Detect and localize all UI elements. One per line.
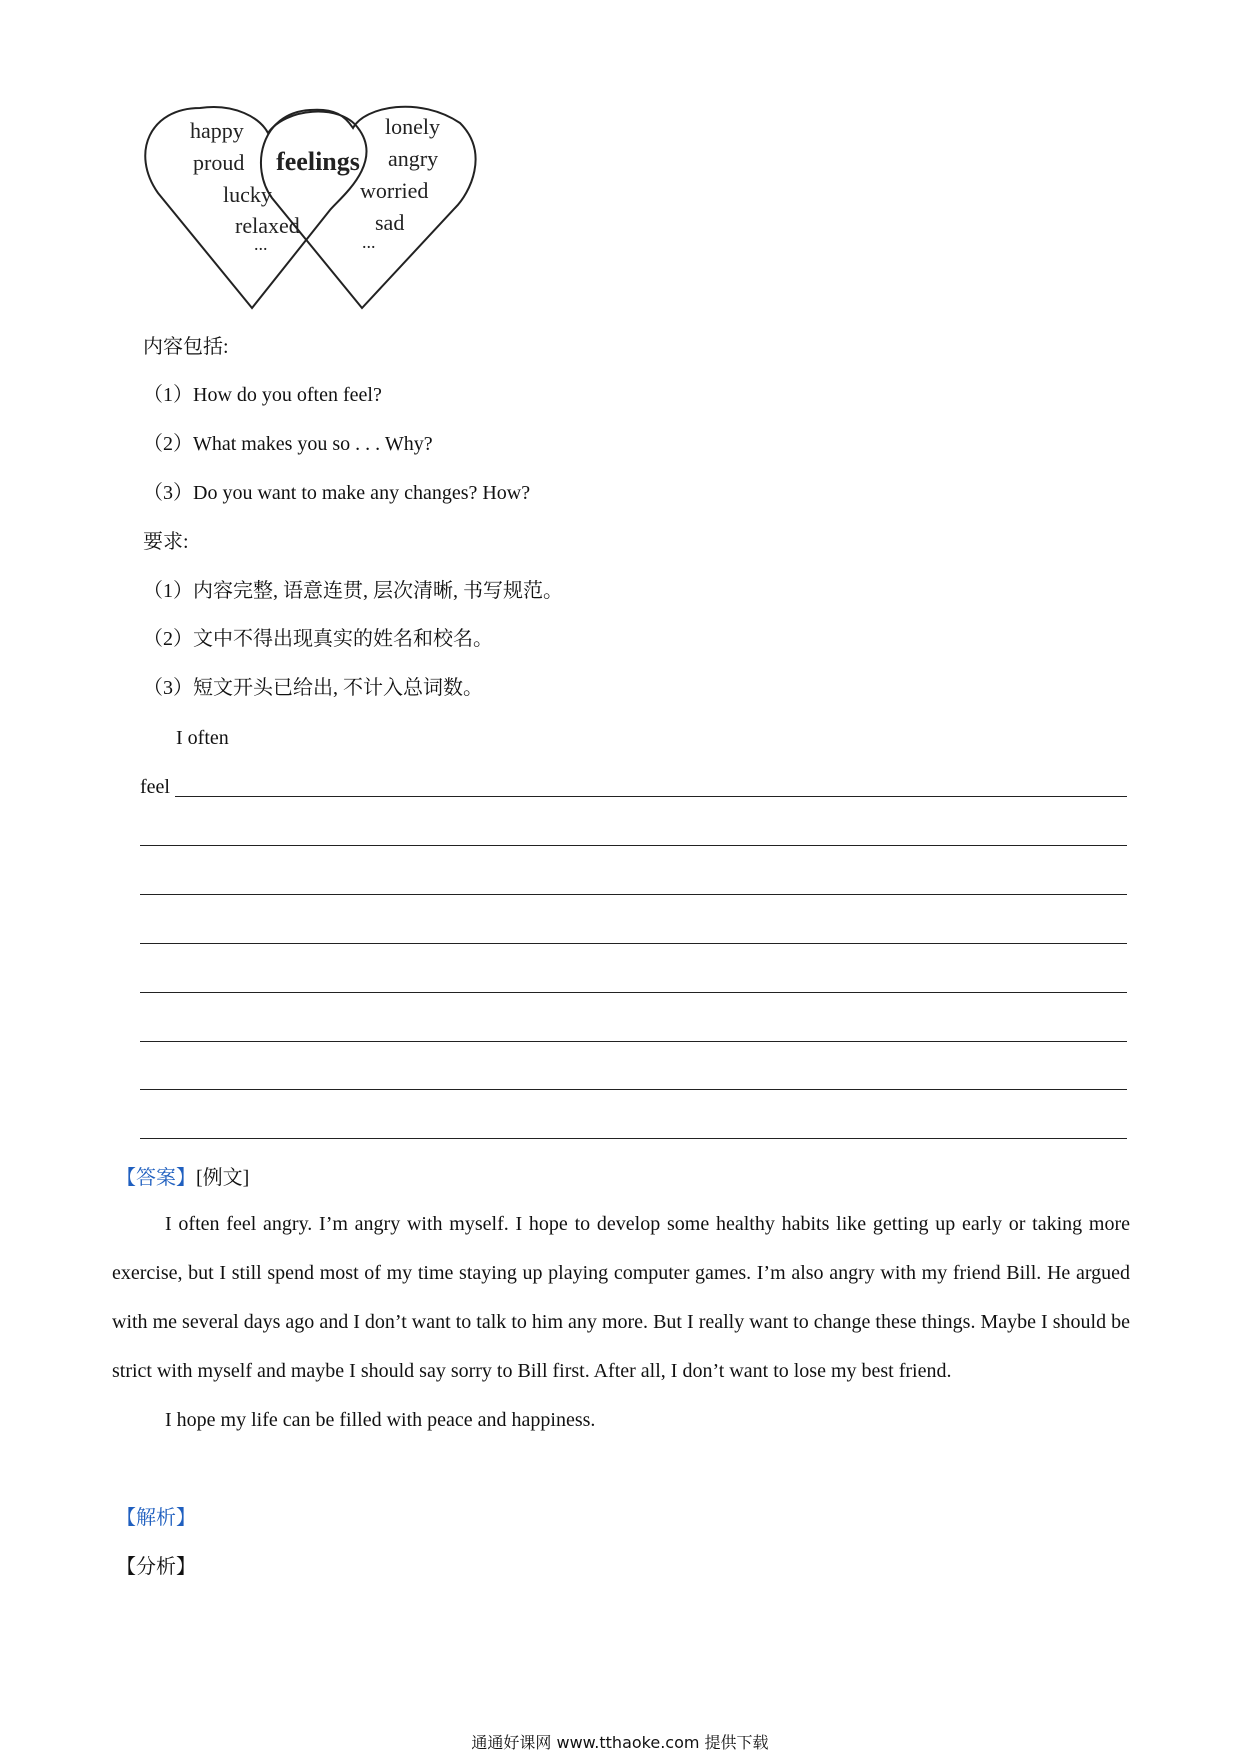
left-word-4: relaxed [235, 213, 300, 238]
content-item-1: （1）How do you often feel? [143, 384, 382, 406]
left-word-2: proud [193, 150, 245, 175]
right-word-3: worried [360, 178, 429, 203]
right-word-2: angry [388, 146, 439, 171]
feelings-diagram [140, 98, 500, 318]
writing-second-text: feel [140, 776, 170, 798]
answer-paragraph-2: I hope my life can be filled with peace and happiness. [165, 1409, 596, 1431]
left-heart-shape [145, 107, 366, 308]
writing-line-4 [140, 943, 1127, 944]
writing-line-1 [175, 796, 1127, 797]
right-word-1: lonely [385, 114, 440, 139]
answer-paragraph-1: I often feel angry. I’m angry with myself. I hope to develop some healthy habits like getting up early or taking more exercise, but I still spend most of my time staying up playing computer games. I’m also angry with my friend Bill. He argued with me several days ago and I don’t want to talk to him any more. But I really want to change these things. Maybe I should be strict with myself and maybe I should say sorry to Bill first. After all, I don’t want to lose my best friend. [112, 1213, 1130, 1382]
requirement-item-3: （3）短文开头已给出, 不计入总词数。 [143, 677, 483, 699]
writing-line-2 [140, 845, 1127, 846]
writing-line-8 [140, 1138, 1127, 1139]
diagram-center-word: feelings [276, 147, 360, 176]
answer-header [116, 1164, 249, 1192]
writing-line-6 [140, 1041, 1127, 1042]
right-word-4: sad [375, 210, 405, 235]
content-item-3: （3）Do you want to make any changes? How? [143, 482, 531, 504]
answer-label: [例文] [196, 1167, 250, 1189]
answer-body [112, 1200, 1130, 1445]
right-word-5: ... [362, 232, 376, 252]
requirements-heading: 要求: [143, 531, 189, 553]
requirement-item-1: （1）内容完整, 语意连贯, 层次清晰, 书写规范。 [143, 580, 563, 602]
writing-line-7 [140, 1089, 1127, 1090]
analysis-tag [116, 1504, 196, 1532]
writing-start-text: I often [176, 727, 229, 749]
answer-tag: 【答案】 [116, 1167, 196, 1189]
fenxi-tag: 【分析】 [116, 1556, 196, 1578]
writing-line-3 [140, 894, 1127, 895]
analysis-tag-text: 【解析】 [116, 1507, 196, 1529]
content-item-2: （2）What makes you so . . . Why? [143, 433, 433, 455]
content-heading: 内容包括: [143, 336, 229, 358]
right-heart-shape [261, 107, 476, 308]
left-word-1: happy [190, 118, 244, 143]
left-word-3: lucky [223, 182, 272, 207]
writing-line-5 [140, 992, 1127, 993]
feelings-diagram-svg [140, 98, 500, 318]
page-footer: 通通好课网 www.tthaoke.com 提供下载 [471, 1733, 769, 1752]
left-word-5: ... [254, 234, 268, 254]
requirement-item-2: （2）文中不得出现真实的姓名和校名。 [143, 628, 493, 650]
